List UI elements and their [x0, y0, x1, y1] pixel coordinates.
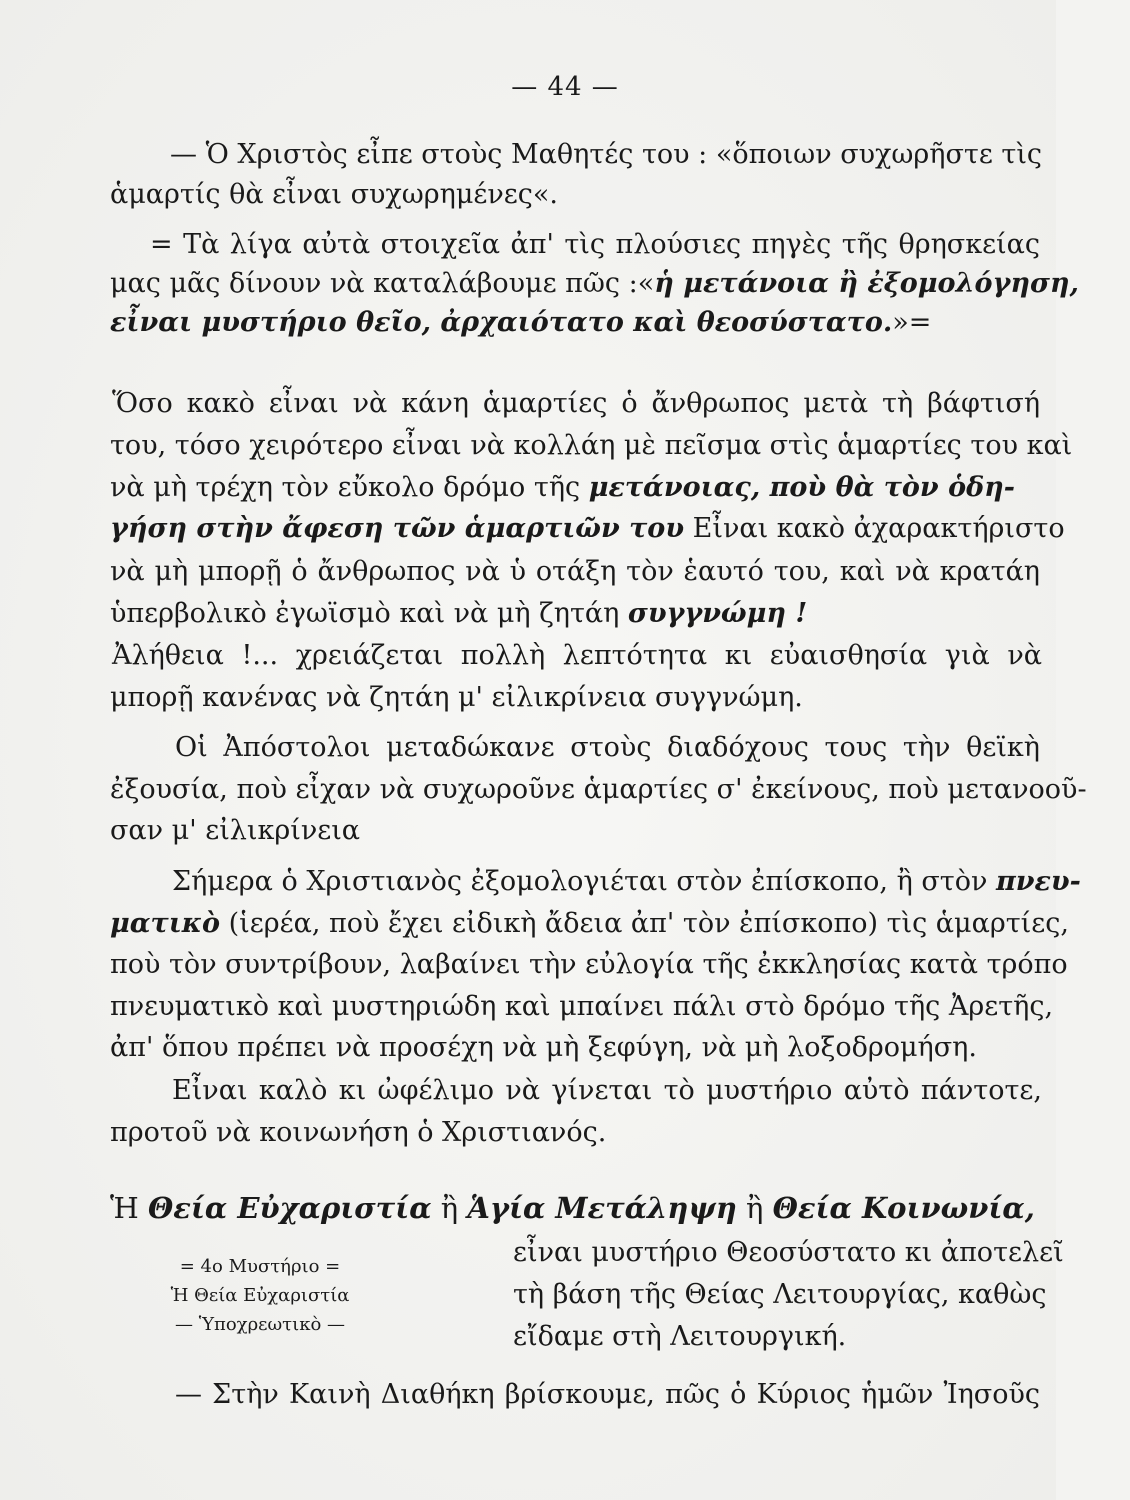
text-line: ποὺ τὸν συντρίβουν, λαβαίνει τὴν εὐλογία τῆς ἐκκλησίας κατὰ τρόπο: [110, 949, 1068, 980]
text-line: ἐξουσία, ποὺ εἶχαν νὰ συχωροῦνε ἁμαρτίες σ' ἐκείνους, ποὺ μετανοοῦ-: [110, 774, 1087, 805]
text-line: ἁμαρτίς θὰ εἶναι συχωρημένες«.: [110, 179, 559, 210]
bold-text-run: Θεία Εὐχαριστία: [148, 1191, 432, 1225]
text-line: ἀπ' ὅπου πρέπει νὰ προσέχη νὰ μὴ ξεφύγη, νὰ μὴ λοξοδρομήση.: [110, 1032, 977, 1063]
side-heading: = 4ο Μυστήριο =: [179, 1256, 341, 1277]
page-number: — 44 —: [511, 72, 619, 102]
text-line: νὰ μὴ μπορῇ ὁ ἄνθρωπος νὰ ὑ οτάξη τὸν ἑαυτό του, καὶ νὰ κρατάη: [110, 556, 1040, 587]
text-line: προτοῦ νὰ κοινωνήση ὁ Χριστιανός.: [110, 1117, 607, 1148]
text-run: Εἶναι κακὸ ἀχαρακτήριστο: [684, 513, 1065, 544]
bold-text-run: εἶναι μυστήριο θεῖο, ἀρχαιότατο καὶ θεοσύστατο.: [110, 307, 893, 338]
text-run: (ἱερέα, ποὺ ἔχει εἰδικὴ ἄδεια ἀπ' τὸν ἐπίσκοπο) τὶς ἁμαρτίες,: [220, 908, 1069, 939]
text-run: »=: [892, 307, 932, 338]
text-line: [110, 470, 1046, 506]
text-line: σαν μ' εἰλικρίνεια: [110, 815, 361, 846]
text-line: [172, 864, 1081, 900]
bold-text-run: μετάνοιας, ποὺ θὰ τὸν ὁδη-: [588, 472, 1015, 503]
bold-text-run: ματικὸ: [110, 908, 221, 939]
text-run: ἢ: [431, 1191, 468, 1225]
text-run: Σήμερα ὁ Χριστιανὸς ἐξομολογιέται στὸν ἐπίσκοπο, ἢ στὸν: [172, 866, 996, 897]
text-line: Οἱ Ἀπόστολοι μεταδώκανε στοὺς διαδόχους τους τὴν θεϊκὴ: [175, 732, 1040, 763]
bold-text-run: Θεία Κοινωνία,: [772, 1191, 1035, 1225]
text-line: του, τόσο χειρότερο εἶναι νὰ κολλάη μὲ πεῖσμα στὶς ἁμαρτίες του καὶ: [110, 430, 1073, 461]
text-run: ὑπερβολικὸ ἐγωϊσμὸ καὶ νὰ μὴ ζητάη: [110, 598, 628, 629]
text-line: — Ὁ Χριστὸς εἶπε στοὺς Μαθητές του : «ὅποιων συχωρῆστε τὶς: [170, 139, 1043, 170]
text-line: [110, 596, 1046, 632]
bold-text-run: ἡ μετάνοια ἢ ἐξομολόγηση,: [654, 268, 1079, 299]
text-line: εἶναι μυστήριο Θεοσύστατο κι ἀποτελεῖ: [513, 1237, 1064, 1268]
text-line: [110, 1190, 1046, 1226]
bold-text-run: γήση στὴν ἄφεση τῶν ἁμαρτιῶν του: [110, 513, 685, 544]
text-line: πνευματικὸ καὶ μυστηριώδη καὶ μπαίνει πάλι στὸ δρόμο τῆς Ἀρετῆς,: [110, 991, 1054, 1022]
text-line: [110, 511, 1065, 547]
text-line: Ἀλήθεια !... χρειάζεται πολλὴ λεπτότητα κι εὐαισθησία γιὰ νὰ: [112, 640, 1042, 671]
text-run: μας μᾶς δίνουν νὰ καταλάβουμε πῶς :«: [110, 268, 655, 299]
text-line: Εἶναι καλὸ κι ὠφέλιμο νὰ γίνεται τὸ μυστήριο αὐτὸ πάντοτε,: [172, 1075, 1042, 1106]
bold-text-run: Ἁγία Μετάληψη: [467, 1191, 737, 1225]
side-heading: — Ὑποχρεωτικὸ —: [174, 1314, 345, 1335]
text-run: ἢ: [736, 1191, 773, 1225]
text-line: μπορῇ κανένας νὰ ζητάη μ' εἰλικρίνεια συγγνώμη.: [110, 682, 803, 713]
text-line: εἴδαμε στὴ Λειτουργική.: [513, 1321, 847, 1352]
text-run: Ἡ: [110, 1191, 148, 1225]
side-heading: Ἡ Θεία Εὐχαριστία: [170, 1285, 350, 1306]
text-line: = Τὰ λίγα αὐτὰ στοιχεῖα ἀπ' τὶς πλούσιες πηγὲς τῆς θρησκείας: [150, 229, 1040, 260]
text-run: νὰ μὴ τρέχη τὸν εὔκολο δρόμο τῆς: [110, 472, 589, 503]
text-line: — Στὴν Καινὴ Διαθήκη βρίσκουμε, πῶς ὁ Κύριος ἡμῶν Ἰησοῦς: [175, 1379, 1040, 1410]
bold-text-run: συγγνώμη !: [627, 598, 808, 629]
text-line: Ὅσο κακὸ εἶναι νὰ κάνη ἁμαρτίες ὁ ἄνθρωπος μετὰ τὴ βάφτισή: [112, 388, 1040, 419]
text-line: τὴ βάση τῆς Θείας Λειτουργίας, καθὼς: [513, 1279, 1047, 1310]
text-line: [110, 305, 1046, 341]
bold-text-run: πνευ-: [995, 866, 1081, 897]
text-line: [110, 266, 1079, 302]
text-line: [110, 906, 1069, 942]
